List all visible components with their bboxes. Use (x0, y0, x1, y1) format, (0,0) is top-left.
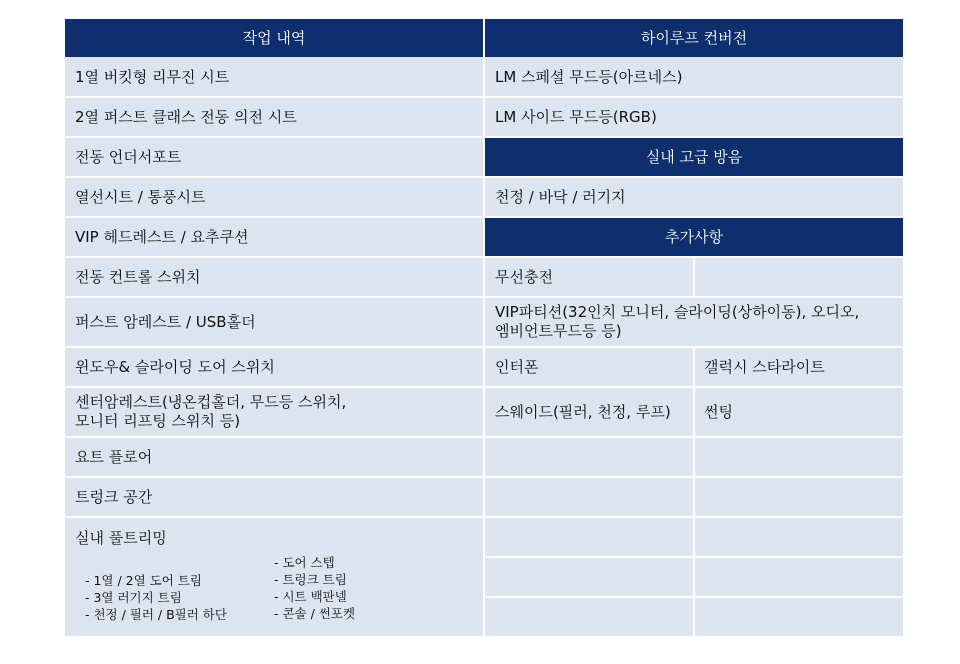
add-cell-wireless-charging (485, 257, 694, 297)
left-row-6 (65, 257, 483, 297)
row-divider (65, 176, 903, 178)
left-row-label: 트렁크 공간 (75, 487, 153, 506)
column-divider (483, 19, 485, 636)
trim-item: - 콘솔 / 썬포켓 (274, 606, 356, 621)
right-header-additions (485, 217, 903, 257)
empty-cell (694, 517, 903, 557)
right-row-2 (485, 97, 903, 137)
right-header-highroof (485, 19, 903, 57)
empty-cell (485, 517, 694, 557)
column-divider (693, 347, 695, 636)
empty-cell (694, 557, 903, 597)
empty-cell (485, 597, 694, 636)
row-divider (485, 596, 903, 598)
trim-item: - 천정 / 필러 / B필러 하단 (85, 607, 227, 622)
empty-cell (694, 597, 903, 636)
left-row-5 (65, 217, 483, 257)
right-row-1 (485, 57, 903, 97)
add-label: 무선충전 (495, 267, 553, 286)
trim-list-col2 (274, 554, 355, 622)
left-row-3 (65, 137, 483, 177)
left-row-10 (65, 437, 483, 477)
left-row-label: 실내 풀트리밍 (75, 529, 167, 547)
add-label: 스웨이드(필러, 천정, 루프) (495, 402, 671, 421)
trim-item: - 트렁크 트림 (274, 572, 347, 587)
add-label: 썬팅 (704, 402, 733, 421)
row-divider (65, 346, 903, 348)
add-label-line2: 엠비언트무드등 등) (495, 322, 622, 340)
left-header (65, 19, 483, 57)
add-label: 갤럭시 스타라이트 (704, 357, 825, 376)
row-divider (65, 476, 903, 478)
left-row-11 (65, 477, 483, 517)
column-divider (693, 257, 695, 297)
trim-list-col1 (85, 572, 227, 623)
left-row-2 (65, 97, 483, 137)
row-divider (65, 216, 903, 218)
left-row-label: 윈도우& 슬라이딩 도어 스위치 (75, 357, 275, 376)
add-cell-vip-partition (485, 297, 903, 347)
empty-cell (694, 437, 903, 477)
left-row-8 (65, 347, 483, 387)
left-row-label-line2: 모니터 리프팅 스위치 등) (75, 412, 241, 430)
left-row-4 (65, 177, 483, 217)
row-divider (65, 96, 903, 98)
left-row-7 (65, 297, 483, 347)
left-row-label: 전동 컨트롤 스위치 (75, 267, 201, 286)
left-row-label: 2열 퍼스트 클래스 전동 의전 시트 (75, 107, 297, 126)
row-divider (65, 516, 903, 518)
left-row-label: 퍼스트 암레스트 / USB홀더 (75, 312, 256, 331)
right-row-label: LM 스페셜 무드등(아르네스) (495, 67, 683, 86)
right-header-label: 추가사항 (665, 227, 723, 246)
trim-item: - 도어 스텝 (274, 555, 335, 570)
add-cell-interphone (485, 347, 694, 387)
left-header-label: 작업 내역 (242, 28, 306, 47)
trim-item: - 시트 백판넬 (274, 589, 347, 604)
empty-cell (485, 557, 694, 597)
row-divider (65, 136, 903, 138)
left-row-label: 1열 버킷형 리무진 시트 (75, 67, 230, 86)
add-label: 인터폰 (495, 357, 539, 376)
right-header-soundproof (485, 137, 903, 177)
left-row-9 (65, 387, 483, 437)
trim-item: - 3열 러기지 트림 (85, 590, 182, 605)
add-cell-starlight (694, 347, 903, 387)
trim-item: - 1열 / 2열 도어 트림 (85, 573, 202, 588)
right-row-3 (485, 177, 903, 217)
row-divider (65, 386, 903, 388)
add-cell-suede (485, 387, 694, 437)
left-row-label-line1: 센터암레스트(냉온컵홀더, 무드등 스위치, (75, 393, 347, 411)
row-divider (65, 436, 903, 438)
row-divider (485, 556, 903, 558)
add-cell-empty (694, 257, 903, 297)
empty-cell (694, 477, 903, 517)
right-row-label: LM 사이드 무드등(RGB) (495, 107, 657, 126)
empty-cell (485, 437, 694, 477)
row-divider (65, 256, 903, 258)
right-header-label: 하이루프 컨버전 (640, 28, 748, 47)
left-row-label: 전동 언더서포트 (75, 147, 182, 166)
work-table (65, 19, 903, 636)
left-row-label: 요트 플로어 (75, 447, 153, 466)
empty-cell (485, 477, 694, 517)
add-label-line1: VIP파티션(32인치 모니터, 슬라이딩(상하이동), 오디오, (495, 303, 860, 321)
row-divider (65, 296, 903, 298)
right-header-label: 실내 고급 방음 (645, 147, 743, 166)
right-row-label: 천정 / 바닥 / 러기지 (495, 187, 626, 206)
left-row-label: VIP 헤드레스트 / 요추쿠션 (75, 227, 249, 246)
add-cell-tinting (694, 387, 903, 437)
left-row-label: 열선시트 / 통풍시트 (75, 187, 206, 206)
left-row-1 (65, 57, 483, 97)
